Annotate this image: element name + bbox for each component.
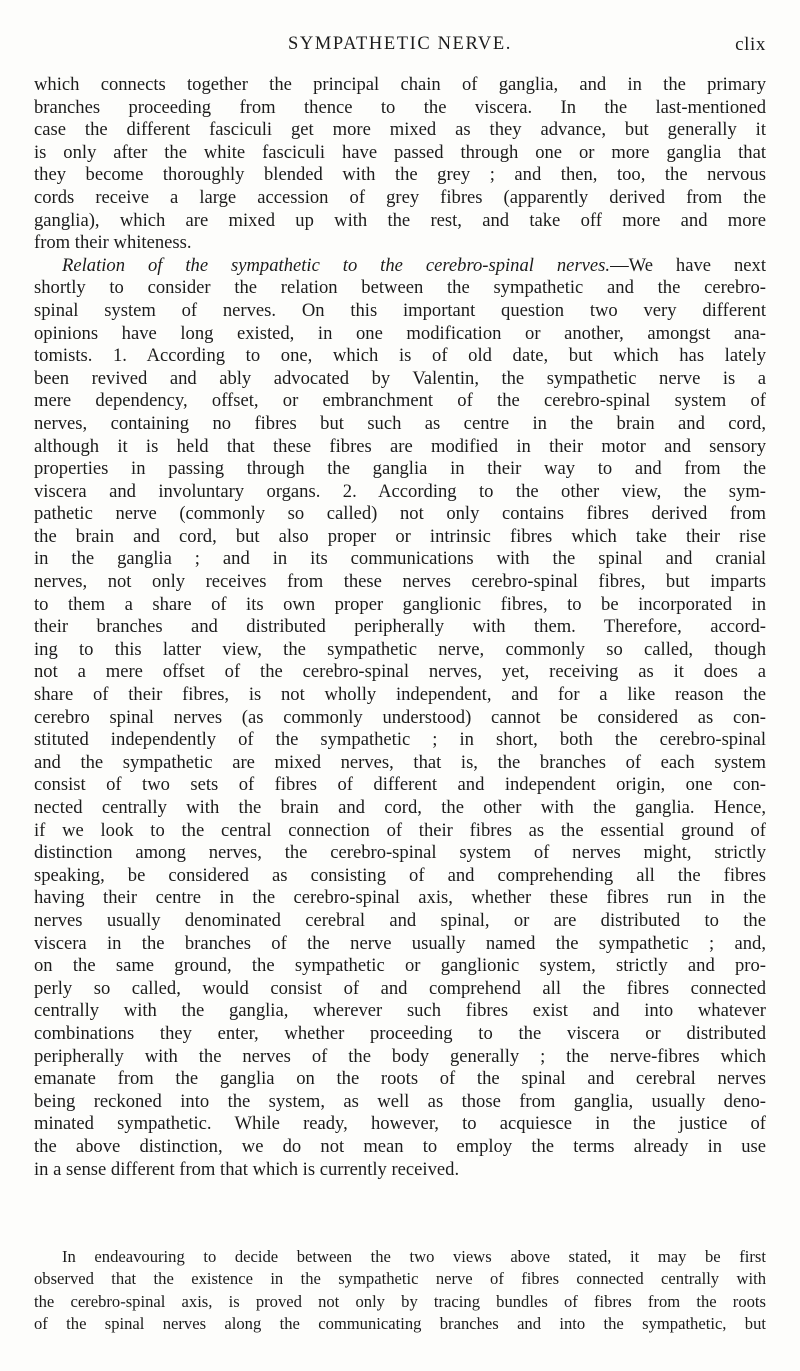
text-line: viscera and involuntary organs. 2. According to the other view, the sym- [34, 480, 766, 502]
text-line: case the different fasciculi get more mixed as they advance, but generally it [34, 119, 766, 141]
small-text-line: observed that the existence in the sympathetic nerve of fibres connected centrally with [34, 1269, 766, 1289]
text-line: nerves, not only receives from these nerves cerebro-spinal fibres, but imparts [34, 571, 766, 593]
text-line: properties in passing through the ganglia in their way to and from the [34, 458, 766, 480]
text-line: centrally with the ganglia, wherever such fibres exist and into whatever [34, 1000, 766, 1022]
text-line: and the sympathetic are mixed nerves, that is, the branches of each system [34, 751, 766, 773]
small-text-line: the cerebro-spinal axis, is proved not only by tracing bundles of fibres from the roots [34, 1291, 766, 1311]
running-title: SYMPATHETIC NERVE. [288, 34, 512, 54]
text-line: having their centre in the cerebro-spinal axis, whether these fibres run in the [34, 887, 766, 909]
text-line: spinal system of nerves. On this important question two very different [34, 299, 766, 321]
running-header [34, 34, 766, 56]
section-heading-continuation: —We have next [610, 254, 766, 276]
text-line: on the same ground, the sympathetic or ganglionic system, strictly and pro- [34, 955, 766, 977]
text-line: ganglia), which are mixed up with the rest, and take off more and more [34, 209, 766, 231]
text-line: if we look to the central connection of their fibres as the essential ground of [34, 819, 766, 841]
text-line: cerebro spinal nerves (as commonly understood) cannot be considered as con- [34, 706, 766, 728]
text-line: in a sense different from that which is currently received. [34, 1158, 460, 1180]
text-line: which connects together the principal chain of ganglia, and in the primary [34, 74, 766, 95]
text-line: in the ganglia ; and in its communications with the spinal and cranial [34, 548, 766, 570]
text-line: although it is held that these fibres are modified in their motor and sensory [34, 435, 766, 457]
text-line: nected centrally with the brain and cord, the other with the ganglia. Hence, [34, 797, 766, 818]
text-line: peripherally with the nerves of the body generally ; the nerve-fibres which [34, 1045, 766, 1067]
text-line: stituted independently of the sympathetic ; in short, both the cerebro-spinal [34, 729, 766, 751]
text-line: pathetic nerve (commonly so called) not only contains fibres derived from [34, 503, 766, 525]
text-line: been revived and ably advocated by Valentin, the sympathetic nerve is a [34, 367, 766, 389]
text-line: consist of two sets of fibres of different and independent origin, one con- [34, 774, 766, 796]
text-line: minated sympathetic. While ready, however, to acquiesce in the justice of [34, 1113, 766, 1135]
small-print-block [34, 1246, 766, 1336]
text-line: ing to this latter view, the sympathetic nerve, commonly so called, though [34, 638, 766, 660]
text-line: they become thoroughly blended with the grey ; and then, too, the nervous [34, 164, 766, 186]
text-line: speaking, be considered as consisting of and comprehending all the fibres [34, 864, 766, 886]
text-line: cords receive a large accession of grey fibres (apparently derived from the [34, 186, 766, 208]
text-line: being reckoned into the system, as well as those from ganglia, usually deno- [34, 1090, 766, 1112]
text-line: from their whiteness. [34, 232, 192, 254]
text-line: opinions have long existed, in one modification or another, amongst ana- [34, 322, 766, 344]
small-text-line: of the spinal nerves along the communicating branches and into the sympathetic, but [34, 1314, 766, 1334]
text-line: emanate from the ganglia on the roots of the spinal and cerebral nerves [34, 1068, 766, 1090]
text-line: tomists. 1. According to one, which is of old date, but which has lately [34, 345, 766, 367]
text-line: shortly to consider the relation between the sympathetic and the cerebro- [34, 277, 766, 299]
text-line: the above distinction, we do not mean to employ the terms already in use [34, 1135, 766, 1157]
text-line: not a mere offset of the cerebro-spinal nerves, yet, receiving as it does a [34, 661, 766, 683]
section-heading-line [34, 255, 766, 278]
text-line: the brain and cord, but also proper or intrinsic fibres which take their rise [34, 525, 766, 547]
page-number: clix [735, 34, 766, 55]
text-line: viscera in the branches of the nerve usually named the sympathetic ; and, [34, 932, 766, 954]
text-line: is only after the white fasciculi have passed through one or more ganglia that [34, 141, 766, 163]
text-line: combinations they enter, whether proceeding to the viscera or distributed [34, 1022, 766, 1044]
text-line: mere dependency, offset, or embranchment of the cerebro-spinal system of [34, 390, 766, 412]
text-line: their branches and distributed peripherally with them. Therefore, accord- [34, 616, 766, 638]
text-line: nerves usually denominated cerebral and spinal, or are distributed to the [34, 909, 766, 931]
section-heading: Relation of the sympathetic to the cerebro-spinal nerves. [62, 254, 611, 276]
text-line: to them a share of its own proper ganglionic fibres, to be incorporated in [34, 593, 766, 615]
text-line: distinction among nerves, the cerebro-spinal system of nerves might, strictly [34, 842, 766, 864]
text-line: branches proceeding from thence to the viscera. In the last-mentioned [34, 96, 766, 118]
text-line: share of their fibres, is not wholly independent, and for a like reason the [34, 684, 766, 706]
text-line: nerves, containing no fibres but such as centre in the brain and cord, [34, 412, 766, 434]
text-line: perly so called, would consist of and comprehend all the fibres connected [34, 977, 766, 999]
small-text-line: In endeavouring to decide between the two views above stated, it may be first [62, 1247, 766, 1266]
main-text-block [34, 74, 766, 1181]
